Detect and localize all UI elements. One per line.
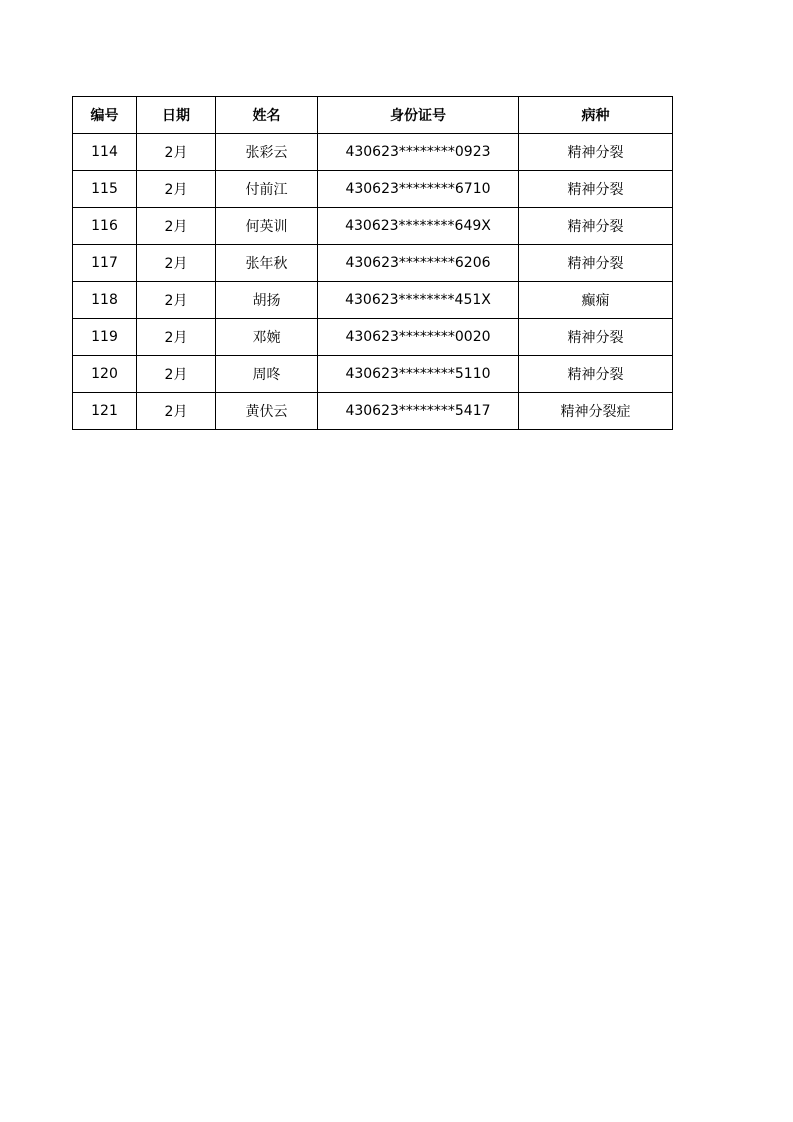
- header-row: [73, 97, 673, 134]
- header-no: 编号: [73, 97, 137, 134]
- cell-name: 付前江: [216, 171, 318, 208]
- cell-no: 121: [73, 393, 137, 430]
- cell-disease: 精神分裂: [519, 134, 673, 171]
- table-body: [73, 134, 673, 430]
- cell-id-number: 430623********0020: [318, 319, 519, 356]
- table-row: [73, 356, 673, 393]
- cell-no: 119: [73, 319, 137, 356]
- cell-id-number: 430623********5110: [318, 356, 519, 393]
- cell-no: 115: [73, 171, 137, 208]
- cell-no: 114: [73, 134, 137, 171]
- header-disease: 病种: [519, 97, 673, 134]
- cell-id-number: 430623********6710: [318, 171, 519, 208]
- cell-name: 周咚: [216, 356, 318, 393]
- cell-no: 118: [73, 282, 137, 319]
- cell-name: 邓婉: [216, 319, 318, 356]
- cell-id-number: 430623********6206: [318, 245, 519, 282]
- cell-name: 张彩云: [216, 134, 318, 171]
- cell-id-number: 430623********0923: [318, 134, 519, 171]
- cell-disease: 癫痫: [519, 282, 673, 319]
- cell-id-number: 430623********5417: [318, 393, 519, 430]
- cell-name: 胡扬: [216, 282, 318, 319]
- table-row: [73, 208, 673, 245]
- cell-disease: 精神分裂: [519, 208, 673, 245]
- header-date: 日期: [137, 97, 216, 134]
- cell-disease: 精神分裂: [519, 319, 673, 356]
- cell-disease: 精神分裂: [519, 171, 673, 208]
- cell-date: 2月: [137, 319, 216, 356]
- cell-disease: 精神分裂症: [519, 393, 673, 430]
- cell-disease: 精神分裂: [519, 245, 673, 282]
- cell-date: 2月: [137, 393, 216, 430]
- cell-no: 120: [73, 356, 137, 393]
- cell-id-number: 430623********451X: [318, 282, 519, 319]
- header-name: 姓名: [216, 97, 318, 134]
- table-row: [73, 245, 673, 282]
- cell-date: 2月: [137, 171, 216, 208]
- cell-date: 2月: [137, 282, 216, 319]
- cell-name: 何英训: [216, 208, 318, 245]
- cell-date: 2月: [137, 356, 216, 393]
- cell-disease: 精神分裂: [519, 356, 673, 393]
- table-row: [73, 319, 673, 356]
- table-row: [73, 171, 673, 208]
- table-row: [73, 393, 673, 430]
- cell-date: 2月: [137, 245, 216, 282]
- cell-date: 2月: [137, 208, 216, 245]
- cell-no: 116: [73, 208, 137, 245]
- table-row: [73, 282, 673, 319]
- cell-name: 张年秋: [216, 245, 318, 282]
- records-table: [72, 96, 673, 430]
- cell-date: 2月: [137, 134, 216, 171]
- header-id-number: 身份证号: [318, 97, 519, 134]
- table-row: [73, 134, 673, 171]
- table-header: [73, 97, 673, 134]
- cell-no: 117: [73, 245, 137, 282]
- cell-id-number: 430623********649X: [318, 208, 519, 245]
- cell-name: 黄伏云: [216, 393, 318, 430]
